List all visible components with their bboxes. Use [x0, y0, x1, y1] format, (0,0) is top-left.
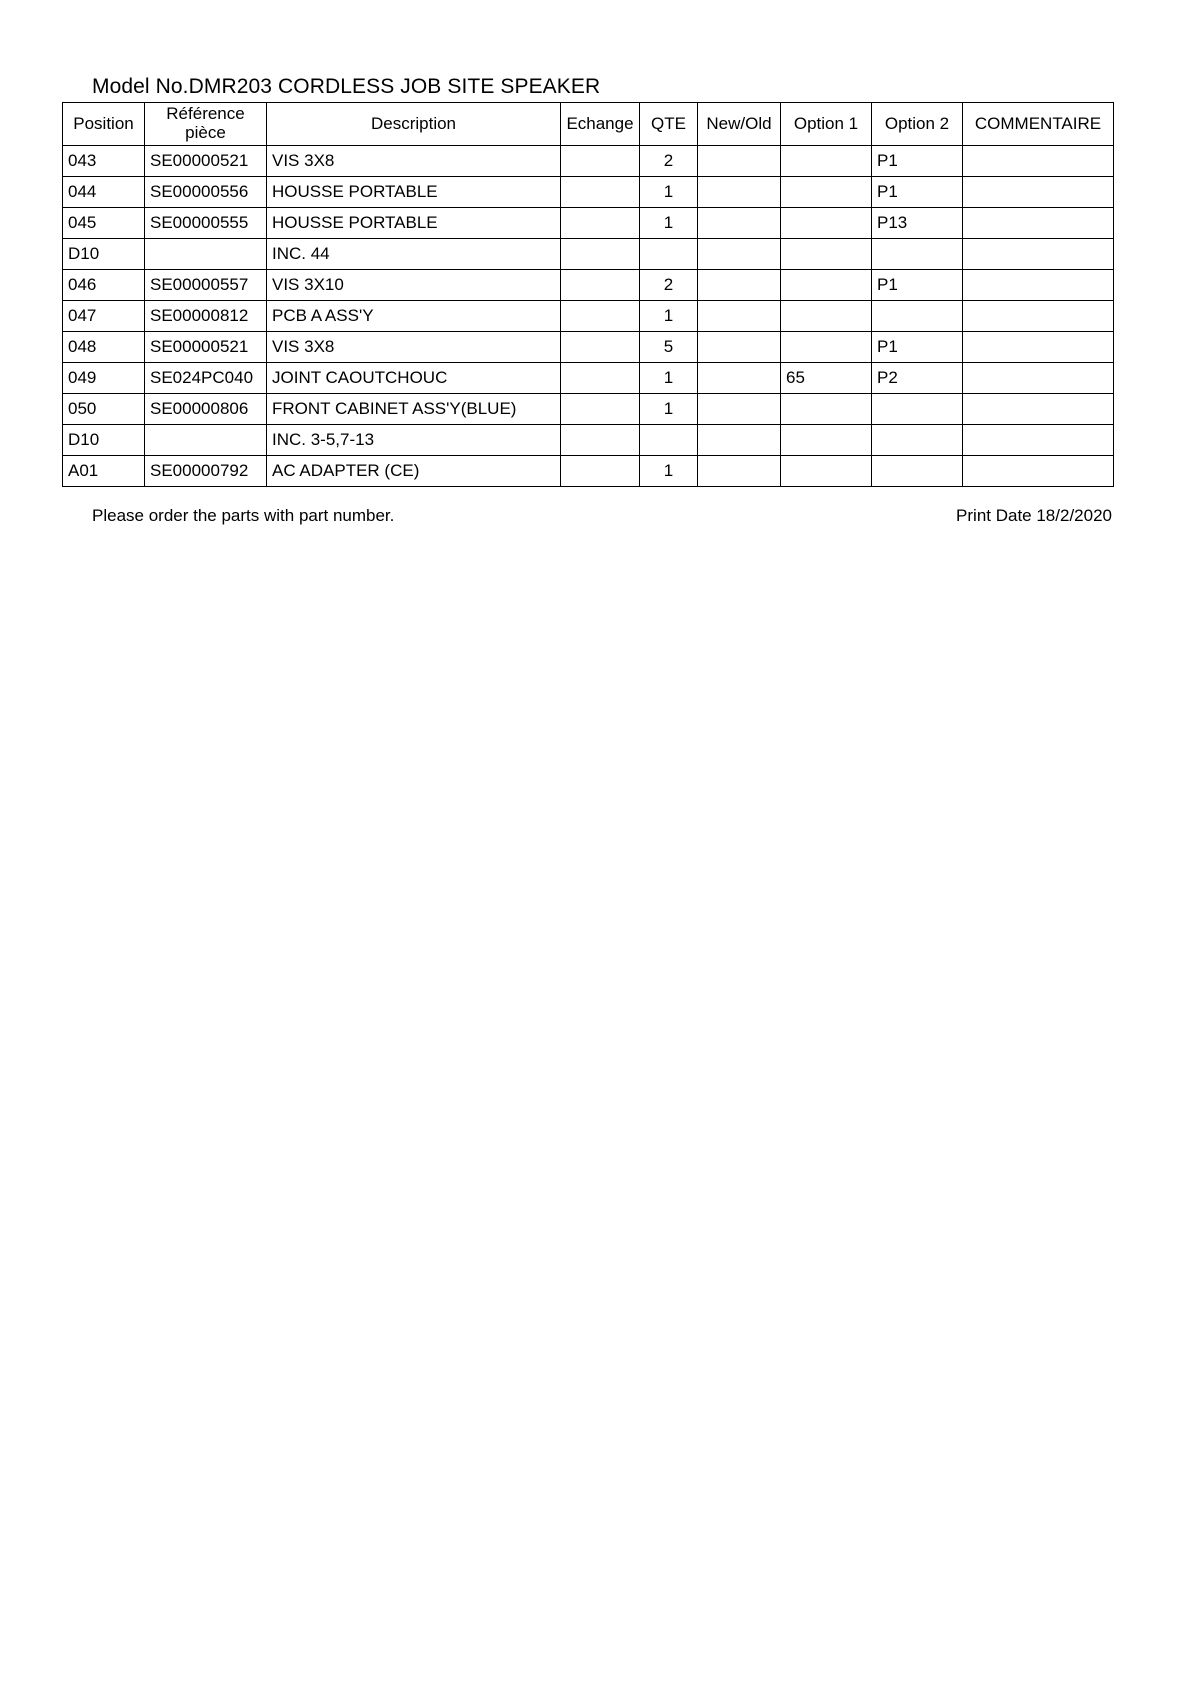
- cell-new-old: [698, 332, 781, 363]
- header-reference-line1: Référence: [166, 104, 245, 124]
- cell-option1: [781, 456, 872, 487]
- cell-option1: 65: [781, 363, 872, 394]
- header-qte: QTE: [640, 103, 698, 146]
- table-body: [63, 146, 1114, 487]
- cell-description: INC. 44: [267, 239, 561, 270]
- cell-description: VIS 3X10: [267, 270, 561, 301]
- cell-reference: [145, 239, 267, 270]
- cell-reference: SE00000806: [145, 394, 267, 425]
- table-row: [63, 177, 1114, 208]
- cell-position: 044: [63, 177, 145, 208]
- cell-qte: 1: [640, 394, 698, 425]
- cell-qte: 1: [640, 301, 698, 332]
- cell-commentaire: [963, 208, 1114, 239]
- cell-position: 043: [63, 146, 145, 177]
- header-new-old: New/Old: [698, 103, 781, 146]
- cell-commentaire: [963, 270, 1114, 301]
- cell-description: AC ADAPTER (CE): [267, 456, 561, 487]
- cell-position: D10: [63, 425, 145, 456]
- cell-option1: [781, 146, 872, 177]
- cell-option2: P13: [872, 208, 963, 239]
- cell-description: INC. 3-5,7-13: [267, 425, 561, 456]
- cell-option1: [781, 425, 872, 456]
- cell-commentaire: [963, 456, 1114, 487]
- print-date: Print Date 18/2/2020: [956, 506, 1112, 525]
- cell-qte: [640, 425, 698, 456]
- table-row: [63, 270, 1114, 301]
- cell-commentaire: [963, 425, 1114, 456]
- table-row: [63, 301, 1114, 332]
- cell-option2: [872, 301, 963, 332]
- cell-reference: SE00000521: [145, 146, 267, 177]
- cell-option1: [781, 177, 872, 208]
- cell-echange: [561, 456, 640, 487]
- table-row: [63, 456, 1114, 487]
- cell-option1: [781, 270, 872, 301]
- cell-commentaire: [963, 239, 1114, 270]
- cell-qte: 1: [640, 208, 698, 239]
- order-note: Please order the parts with part number.: [92, 506, 395, 525]
- header-reference: [145, 103, 267, 146]
- cell-qte: 1: [640, 177, 698, 208]
- cell-new-old: [698, 270, 781, 301]
- cell-reference: SE00000557: [145, 270, 267, 301]
- cell-new-old: [698, 239, 781, 270]
- cell-option1: [781, 208, 872, 239]
- cell-position: A01: [63, 456, 145, 487]
- cell-option2: P1: [872, 270, 963, 301]
- cell-new-old: [698, 363, 781, 394]
- cell-description: HOUSSE PORTABLE: [267, 177, 561, 208]
- cell-commentaire: [963, 146, 1114, 177]
- cell-commentaire: [963, 332, 1114, 363]
- cell-qte: 1: [640, 456, 698, 487]
- cell-echange: [561, 301, 640, 332]
- cell-echange: [561, 177, 640, 208]
- header-echange: Echange: [561, 103, 640, 146]
- cell-option1: [781, 332, 872, 363]
- cell-option2: [872, 456, 963, 487]
- cell-new-old: [698, 456, 781, 487]
- cell-commentaire: [963, 394, 1114, 425]
- cell-option2: P1: [872, 146, 963, 177]
- cell-position: 049: [63, 363, 145, 394]
- cell-reference: SE00000792: [145, 456, 267, 487]
- cell-commentaire: [963, 363, 1114, 394]
- cell-echange: [561, 394, 640, 425]
- cell-qte: 2: [640, 270, 698, 301]
- cell-option2: [872, 239, 963, 270]
- cell-echange: [561, 425, 640, 456]
- header-option2: Option 2: [872, 103, 963, 146]
- cell-position: 046: [63, 270, 145, 301]
- table-row: [63, 425, 1114, 456]
- cell-option1: [781, 394, 872, 425]
- cell-commentaire: [963, 301, 1114, 332]
- cell-qte: 2: [640, 146, 698, 177]
- cell-new-old: [698, 177, 781, 208]
- cell-reference: [145, 425, 267, 456]
- cell-description: FRONT CABINET ASS'Y(BLUE): [267, 394, 561, 425]
- page-title: Model No.DMR203 CORDLESS JOB SITE SPEAKER: [92, 75, 601, 98]
- cell-new-old: [698, 301, 781, 332]
- cell-commentaire: [963, 177, 1114, 208]
- cell-description: HOUSSE PORTABLE: [267, 208, 561, 239]
- cell-qte: 1: [640, 363, 698, 394]
- cell-option1: [781, 301, 872, 332]
- parts-table: [62, 102, 1114, 487]
- cell-echange: [561, 239, 640, 270]
- table-row: [63, 208, 1114, 239]
- header-option1: Option 1: [781, 103, 872, 146]
- header-commentaire: COMMENTAIRE: [963, 103, 1114, 146]
- cell-description: VIS 3X8: [267, 332, 561, 363]
- cell-reference: SE00000812: [145, 301, 267, 332]
- cell-new-old: [698, 425, 781, 456]
- cell-option2: P1: [872, 332, 963, 363]
- cell-position: 048: [63, 332, 145, 363]
- header-position: Position: [63, 103, 145, 146]
- header-description: Description: [267, 103, 561, 146]
- cell-description: PCB A ASS'Y: [267, 301, 561, 332]
- table-row: [63, 146, 1114, 177]
- cell-qte: [640, 239, 698, 270]
- cell-reference: SE024PC040: [145, 363, 267, 394]
- cell-option2: [872, 394, 963, 425]
- cell-description: VIS 3X8: [267, 146, 561, 177]
- cell-position: 050: [63, 394, 145, 425]
- cell-echange: [561, 270, 640, 301]
- cell-reference: SE00000555: [145, 208, 267, 239]
- cell-qte: 5: [640, 332, 698, 363]
- cell-description: JOINT CAOUTCHOUC: [267, 363, 561, 394]
- cell-echange: [561, 363, 640, 394]
- cell-option1: [781, 239, 872, 270]
- table-row: [63, 394, 1114, 425]
- cell-option2: P2: [872, 363, 963, 394]
- cell-echange: [561, 332, 640, 363]
- cell-option2: [872, 425, 963, 456]
- table-row: [63, 332, 1114, 363]
- cell-echange: [561, 208, 640, 239]
- table-header-row: [63, 103, 1114, 146]
- table-row: [63, 239, 1114, 270]
- cell-new-old: [698, 146, 781, 177]
- header-reference-line2: pièce: [185, 123, 226, 142]
- cell-reference: SE00000556: [145, 177, 267, 208]
- cell-new-old: [698, 208, 781, 239]
- cell-echange: [561, 146, 640, 177]
- cell-new-old: [698, 394, 781, 425]
- cell-position: D10: [63, 239, 145, 270]
- cell-position: 047: [63, 301, 145, 332]
- cell-reference: SE00000521: [145, 332, 267, 363]
- cell-option2: P1: [872, 177, 963, 208]
- table-row: [63, 363, 1114, 394]
- cell-position: 045: [63, 208, 145, 239]
